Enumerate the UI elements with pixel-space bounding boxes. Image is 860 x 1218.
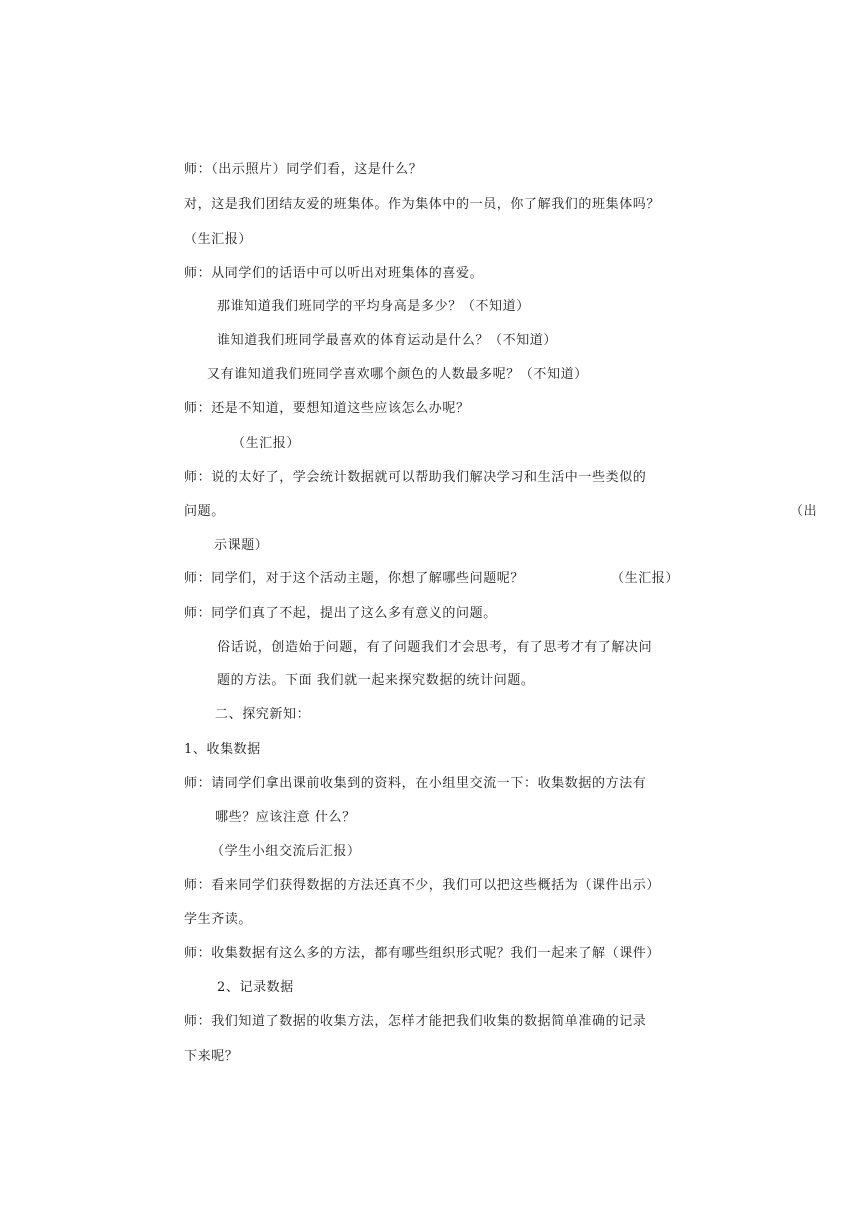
text-line: 题的方法。下面 我们就一起来探究数据的统计问题。 xyxy=(217,673,535,688)
subsection-heading: 1、收集数据 xyxy=(184,742,261,757)
text-line: 哪些？应该注意 什么？ xyxy=(215,810,356,825)
text-line: 师：还是不知道，要想知道这些应该怎么办呢？ xyxy=(184,401,470,416)
text-line: 对，这是我们团结友爱的班集体。作为集体中的一员，你了解我们的班集体吗？ xyxy=(184,197,661,212)
text-line: （生汇报） xyxy=(232,436,301,451)
text-line: 又有谁知道我们班同学喜欢哪个颜色的人数最多呢？（不知道） xyxy=(207,367,588,382)
text-line: 师：说的太好了，学会统计数据就可以帮助我们解决学习和生活中一些类似的 xyxy=(184,470,647,485)
text-line: 师：同学们真了不起，提出了这么多有意义的问题。 xyxy=(184,606,497,621)
subsection-heading: 2、记录数据 xyxy=(217,980,294,995)
text-line: （出 xyxy=(790,504,818,519)
text-line: （学生小组交流后汇报） xyxy=(211,844,361,859)
text-line: （生汇报） xyxy=(184,232,253,247)
text-line: 师：从同学们的话语中可以听出对班集体的喜爱。 xyxy=(184,266,484,281)
text-line: 师：（出示照片）同学们看，这是什么？ xyxy=(184,162,423,177)
text-line: 师：看来同学们获得数据的方法还真不少，我们可以把这些概括为（课件出示） xyxy=(184,878,661,893)
text-line: 师：同学们，对于这个活动主题，你想了解哪些问题呢？ xyxy=(184,571,525,586)
section-heading: 二、探究新知： xyxy=(215,707,311,722)
text-line: 学生齐读。 xyxy=(184,912,253,927)
text-line: （生汇报） xyxy=(611,571,680,586)
text-line: 下来呢？ xyxy=(184,1049,239,1064)
text-line: 那谁知道我们班同学的平均身高是多少？（不知道） xyxy=(217,299,530,314)
text-line: 问题。 xyxy=(184,504,225,519)
text-line: 俗话说，创造始于问题，有了问题我们才会思考，有了思考才有了解决问 xyxy=(217,640,653,655)
text-line: 师：收集数据有这么多的方法，都有哪些组织形式呢？我们一起来了解（课件） xyxy=(184,946,661,961)
text-line: 谁知道我们班同学最喜欢的体育运动是什么？（不知道） xyxy=(217,333,558,348)
text-line: 示课题） xyxy=(214,538,269,553)
text-line: 师：请同学们拿出课前收集到的资料，在小组里交流一下：收集数据的方法有 xyxy=(184,776,647,791)
text-line: 师：我们知道了数据的收集方法，怎样才能把我们收集的数据简单准确的记录 xyxy=(184,1014,647,1029)
